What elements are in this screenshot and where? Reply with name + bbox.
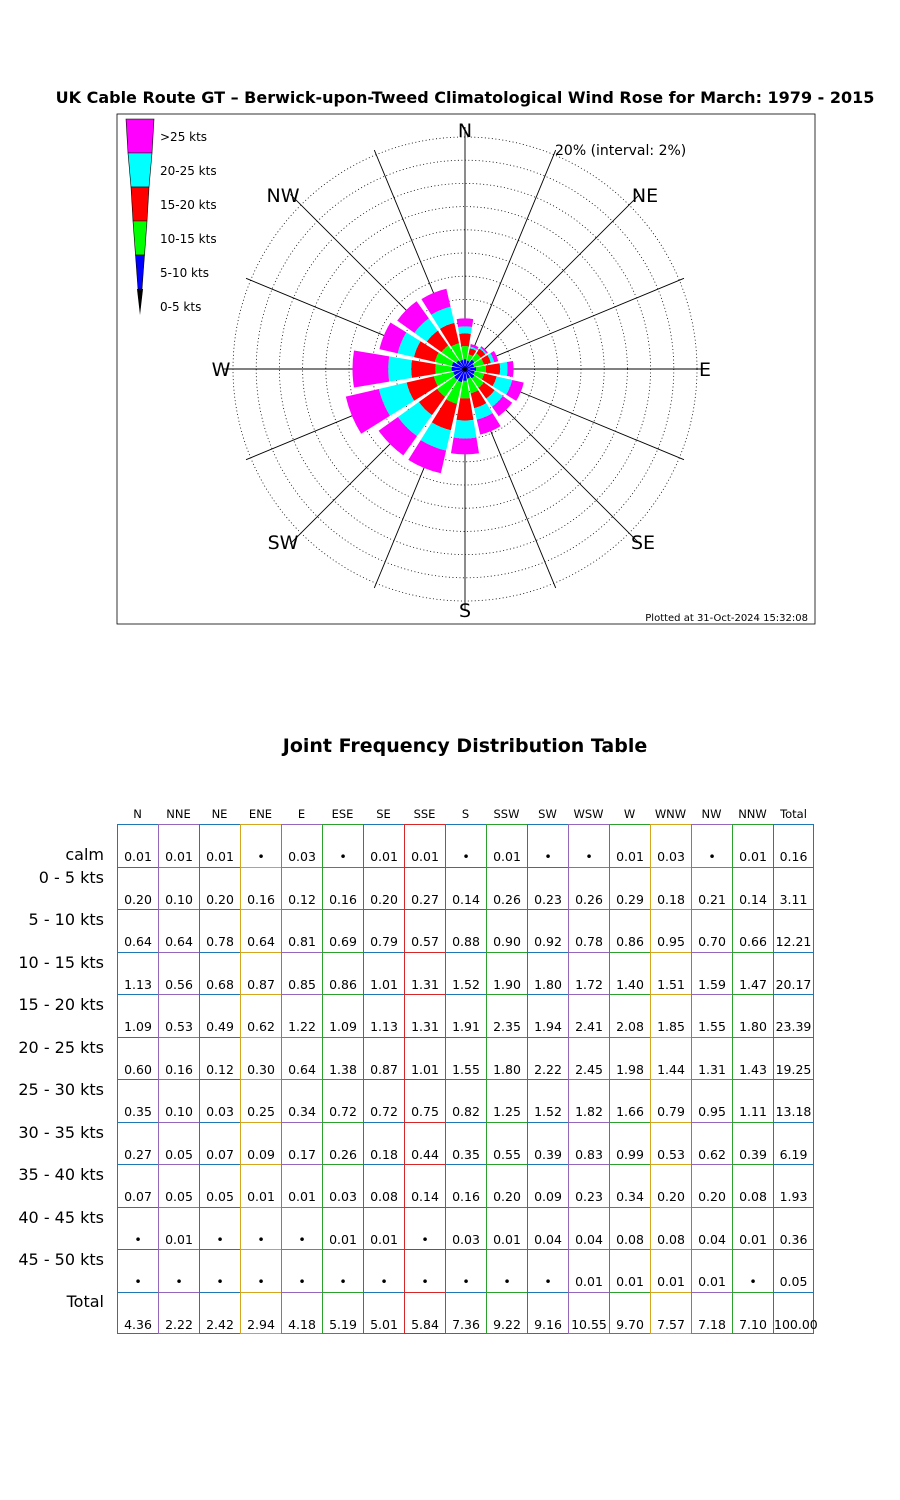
legend-label: 20-25 kts	[160, 164, 217, 178]
table-cell: 0.10	[158, 867, 199, 910]
table-cell: 9.22	[486, 1292, 527, 1335]
table-cell: 4.36	[117, 1292, 158, 1335]
table-cell: 0.17	[281, 1122, 322, 1165]
table-cell: •	[158, 1249, 199, 1292]
table-cell: 0.34	[609, 1164, 650, 1207]
row-label: Total	[66, 1291, 104, 1311]
table-cell: 0.04	[691, 1207, 732, 1250]
table-cell: 0.88	[445, 909, 486, 952]
table-cell: •	[691, 824, 732, 867]
table-cell: 0.90	[486, 909, 527, 952]
table-cell: 0.81	[281, 909, 322, 952]
column-header-sw: SW	[538, 807, 557, 821]
table-cell: 0.83	[568, 1122, 609, 1165]
table-cell: 1.80	[732, 994, 773, 1037]
table-cell: 0.16	[240, 867, 281, 910]
table-cell: 9.16	[527, 1292, 568, 1335]
table-cell: 0.09	[240, 1122, 281, 1165]
table-cell: 7.18	[691, 1292, 732, 1335]
wedge-s-6	[451, 438, 479, 455]
table-cell: 1.66	[609, 1079, 650, 1122]
table-cell: •	[445, 1249, 486, 1292]
table-cell: 0.03	[199, 1079, 240, 1122]
table-cell: 0.01	[732, 1207, 773, 1250]
table-cell: 2.45	[568, 1037, 609, 1080]
table-cell: 1.13	[363, 994, 404, 1037]
table-cell: 0.01	[117, 824, 158, 867]
table-cell: 0.12	[281, 867, 322, 910]
table-title: Joint Frequency Distribution Table	[282, 735, 648, 757]
table-cell: 1.31	[404, 952, 445, 995]
legend-label: 10-15 kts	[160, 232, 217, 246]
table-cell: •	[117, 1207, 158, 1250]
table-cell: 0.95	[691, 1079, 732, 1122]
table-cell: •	[363, 1249, 404, 1292]
table-cell: 0.82	[445, 1079, 486, 1122]
table-cell: 1.31	[404, 994, 445, 1037]
table-cell: 0.04	[527, 1207, 568, 1250]
row-label: 20 - 25 kts	[18, 1037, 104, 1057]
wedge-w-6	[352, 351, 389, 388]
table-cell: 10.55	[568, 1292, 609, 1335]
table-cell: 0.08	[609, 1207, 650, 1250]
table-cell: 0.05	[773, 1249, 814, 1292]
table-cell: 0.18	[363, 1122, 404, 1165]
table-cell: 1.22	[281, 994, 322, 1037]
table-cell: 0.27	[404, 867, 445, 910]
table-cell: 1.43	[732, 1037, 773, 1080]
column-header-se: SE	[376, 807, 391, 821]
table-cell: 0.39	[732, 1122, 773, 1165]
table-cell: 1.31	[691, 1037, 732, 1080]
table-cell: 1.85	[650, 994, 691, 1037]
column-header-s: S	[461, 807, 470, 821]
row-label: calm	[65, 845, 104, 864]
table-cell: 0.26	[322, 1122, 363, 1165]
table-cell: 0.07	[199, 1122, 240, 1165]
table-cell: 2.08	[609, 994, 650, 1037]
table-cell: 13.18	[773, 1079, 814, 1122]
table-cell: 0.07	[117, 1164, 158, 1207]
table-cell: 9.70	[609, 1292, 650, 1335]
table-cell: 2.22	[527, 1037, 568, 1080]
column-header-ssw: SSW	[493, 807, 520, 821]
column-header-sse: SSE	[413, 807, 436, 821]
table-cell: 0.55	[486, 1122, 527, 1165]
compass-label-n: N	[457, 120, 473, 142]
table-cell: 1.52	[527, 1079, 568, 1122]
table-cell: 0.56	[158, 952, 199, 995]
table-cell: 0.85	[281, 952, 322, 995]
table-cell: 0.49	[199, 994, 240, 1037]
wedge-n-4	[459, 333, 471, 346]
table-cell: 0.14	[732, 867, 773, 910]
compass-label-nw: NW	[266, 185, 300, 207]
table-cell: •	[281, 1207, 322, 1250]
table-cell: 0.20	[691, 1164, 732, 1207]
table-cell: 0.01	[691, 1249, 732, 1292]
table-cell: 0.95	[650, 909, 691, 952]
table-cell: 0.29	[609, 867, 650, 910]
table-cell: 0.16	[445, 1164, 486, 1207]
table-cell: 0.01	[486, 1207, 527, 1250]
table-cell: 0.35	[445, 1122, 486, 1165]
table-cell: 0.20	[486, 1164, 527, 1207]
table-cell: 0.69	[322, 909, 363, 952]
table-cell: 0.01	[322, 1207, 363, 1250]
table-cell: 0.01	[732, 824, 773, 867]
column-header-ese: ESE	[331, 807, 354, 821]
table-cell: 1.72	[568, 952, 609, 995]
table-cell: 0.16	[158, 1037, 199, 1080]
table-cell: 0.01	[281, 1164, 322, 1207]
table-cell: 0.01	[199, 824, 240, 867]
table-cell: 0.53	[158, 994, 199, 1037]
table-cell: •	[199, 1249, 240, 1292]
wedge-n-6	[457, 318, 474, 327]
row-label: 0 - 5 kts	[38, 867, 104, 887]
table-cell: 7.36	[445, 1292, 486, 1335]
table-cell: •	[404, 1207, 445, 1250]
table-cell: 0.01	[158, 1207, 199, 1250]
table-cell: 1.59	[691, 952, 732, 995]
table-cell: 0.01	[609, 824, 650, 867]
table-cell: 1.44	[650, 1037, 691, 1080]
table-cell: 0.01	[404, 824, 445, 867]
table-cell: 0.78	[568, 909, 609, 952]
table-cell: 2.42	[199, 1292, 240, 1335]
table-cell: 0.64	[240, 909, 281, 952]
table-cell: 1.91	[445, 994, 486, 1037]
table-cell: 0.78	[199, 909, 240, 952]
table-cell: 0.86	[322, 952, 363, 995]
table-cell: 0.01	[363, 1207, 404, 1250]
table-cell: 0.87	[363, 1037, 404, 1080]
table-cell: 0.72	[363, 1079, 404, 1122]
wedge-n-5	[458, 326, 472, 333]
plotted-timestamp: Plotted at 31-Oct-2024 15:32:08	[645, 613, 808, 624]
table-cell: •	[732, 1249, 773, 1292]
table-cell: 0.64	[117, 909, 158, 952]
row-label: 5 - 10 kts	[28, 910, 104, 929]
table-cell: 0.20	[650, 1164, 691, 1207]
table-cell: 0.08	[732, 1164, 773, 1207]
compass-label-ne: NE	[631, 185, 659, 207]
table-cell: 0.20	[199, 867, 240, 910]
table-cell: 1.55	[445, 1037, 486, 1080]
table-cell: 0.01	[609, 1249, 650, 1292]
table-cell: 0.01	[240, 1164, 281, 1207]
column-header-ene: ENE	[248, 807, 273, 821]
table-cell: 7.57	[650, 1292, 691, 1335]
table-cell: 0.79	[363, 909, 404, 952]
legend-swatch	[128, 153, 152, 187]
table-cell: 0.21	[691, 867, 732, 910]
table-cell: 1.51	[650, 952, 691, 995]
table-cell: 1.09	[322, 994, 363, 1037]
table-cell: 0.62	[691, 1122, 732, 1165]
column-header-total: Total	[780, 807, 807, 821]
wedge-e-5	[500, 362, 508, 376]
table-cell: 0.68	[199, 952, 240, 995]
table-cell: 0.12	[199, 1037, 240, 1080]
column-header-nw: NW	[701, 807, 722, 821]
table-cell: 0.08	[363, 1164, 404, 1207]
table-cell: 6.19	[773, 1122, 814, 1165]
table-cell: 0.34	[281, 1079, 322, 1122]
table-cell: •	[445, 824, 486, 867]
table-cell: 0.18	[650, 867, 691, 910]
table-cell: •	[568, 824, 609, 867]
table-cell: 0.05	[158, 1164, 199, 1207]
table-cell: •	[281, 1249, 322, 1292]
table-cell: 0.36	[773, 1207, 814, 1250]
table-cell: 100.00	[773, 1292, 814, 1335]
table-cell: 5.19	[322, 1292, 363, 1335]
compass-label-w: W	[211, 359, 231, 381]
legend-swatch	[133, 221, 147, 255]
row-label: 30 - 35 kts	[18, 1122, 104, 1142]
table-cell: 0.01	[486, 824, 527, 867]
table-cell: 1.11	[732, 1079, 773, 1122]
table-cell: •	[240, 1249, 281, 1292]
table-cell: 1.98	[609, 1037, 650, 1080]
table-cell: 0.20	[117, 867, 158, 910]
table-cell: 0.03	[281, 824, 322, 867]
table-cell: •	[322, 1249, 363, 1292]
table-cell: 0.14	[404, 1164, 445, 1207]
table-cell: •	[527, 1249, 568, 1292]
table-cell: 1.52	[445, 952, 486, 995]
column-header-wsw: WSW	[573, 807, 604, 821]
table-cell: 0.27	[117, 1122, 158, 1165]
table-cell: 2.22	[158, 1292, 199, 1335]
table-cell: 0.53	[650, 1122, 691, 1165]
table-cell: •	[404, 1249, 445, 1292]
table-cell: 0.14	[445, 867, 486, 910]
column-header-nnw: NNW	[738, 807, 767, 821]
table-cell: 0.03	[650, 824, 691, 867]
wedge-s-5	[454, 420, 477, 439]
legend-swatch	[131, 187, 149, 221]
table-cell: 0.70	[691, 909, 732, 952]
table-cell: 4.18	[281, 1292, 322, 1335]
compass-label-sw: SW	[267, 532, 299, 554]
table-cell: •	[199, 1207, 240, 1250]
table-cell: 0.66	[732, 909, 773, 952]
table-cell: 0.35	[117, 1079, 158, 1122]
table-cell: 0.26	[486, 867, 527, 910]
compass-label-se: SE	[630, 532, 656, 554]
row-label: 35 - 40 kts	[18, 1165, 104, 1184]
table-cell: 0.23	[527, 867, 568, 910]
compass-label-e: E	[698, 359, 712, 381]
table-cell: •	[486, 1249, 527, 1292]
table-cell: 0.09	[527, 1164, 568, 1207]
table-cell: •	[240, 824, 281, 867]
table-cell: 1.94	[527, 994, 568, 1037]
table-cell: 5.84	[404, 1292, 445, 1335]
table-cell: 0.25	[240, 1079, 281, 1122]
legend-label: 15-20 kts	[160, 198, 217, 212]
table-cell: 0.23	[568, 1164, 609, 1207]
table-cell: 12.21	[773, 909, 814, 952]
legend-label: 5-10 kts	[160, 266, 209, 280]
legend-label: >25 kts	[160, 130, 208, 144]
table-cell: 0.86	[609, 909, 650, 952]
table-cell: 5.01	[363, 1292, 404, 1335]
column-header-e: E	[297, 807, 306, 821]
table-cell: 1.47	[732, 952, 773, 995]
table-cell: 1.80	[527, 952, 568, 995]
legend-swatch	[126, 119, 154, 153]
table-cell: 0.01	[650, 1249, 691, 1292]
table-cell: •	[322, 824, 363, 867]
column-header-ne: NE	[211, 807, 228, 821]
table-cell: 1.80	[486, 1037, 527, 1080]
table-cell: 0.99	[609, 1122, 650, 1165]
table-cell: •	[527, 824, 568, 867]
row-label: 45 - 50 kts	[18, 1250, 104, 1269]
table-cell: 0.01	[568, 1249, 609, 1292]
table-cell: 0.03	[445, 1207, 486, 1250]
column-header-w: W	[623, 807, 636, 821]
table-cell: 19.25	[773, 1037, 814, 1080]
table-cell: 0.62	[240, 994, 281, 1037]
table-cell: 3.11	[773, 867, 814, 910]
table-cell: 23.39	[773, 994, 814, 1037]
table-cell: 0.01	[158, 824, 199, 867]
table-cell: 2.94	[240, 1292, 281, 1335]
table-cell: 7.10	[732, 1292, 773, 1335]
table-cell: 1.90	[486, 952, 527, 995]
table-cell: 0.16	[773, 824, 814, 867]
table-cell: 0.44	[404, 1122, 445, 1165]
column-header-n: N	[133, 807, 142, 821]
table-cell: 1.09	[117, 994, 158, 1037]
wedge-e-6	[507, 361, 514, 377]
table-cell: 20.17	[773, 952, 814, 995]
compass-label-s: S	[458, 600, 472, 622]
table-cell: 0.08	[650, 1207, 691, 1250]
table-cell: 1.82	[568, 1079, 609, 1122]
table-cell: 0.05	[199, 1164, 240, 1207]
table-cell: 0.20	[363, 867, 404, 910]
table-cell: 0.72	[322, 1079, 363, 1122]
table-cell: 0.26	[568, 867, 609, 910]
table-cell: 0.64	[158, 909, 199, 952]
column-header-nne: NNE	[166, 807, 191, 821]
column-header-wnw: WNW	[654, 807, 687, 821]
table-cell: 0.60	[117, 1037, 158, 1080]
table-cell: 1.25	[486, 1079, 527, 1122]
table-cell: 0.87	[240, 952, 281, 995]
row-label: 15 - 20 kts	[18, 995, 104, 1014]
table-cell: •	[117, 1249, 158, 1292]
table-cell: 0.92	[527, 909, 568, 952]
chart-title: UK Cable Route GT – Berwick-upon-Tweed Climatological Wind Rose for March: 1979 - 2015	[55, 88, 875, 107]
table-cell: 0.39	[527, 1122, 568, 1165]
wind-rose-chart	[0, 0, 900, 640]
table-cell: 1.55	[691, 994, 732, 1037]
table-cell: 0.16	[322, 867, 363, 910]
radial-scale-label: 20% (interval: 2%)	[555, 143, 687, 159]
table-cell: 0.01	[363, 824, 404, 867]
table-cell: 1.40	[609, 952, 650, 995]
table-cell: 0.79	[650, 1079, 691, 1122]
table-cell: 0.75	[404, 1079, 445, 1122]
table-cell: 2.35	[486, 994, 527, 1037]
table-cell: 1.13	[117, 952, 158, 995]
row-label: 10 - 15 kts	[18, 952, 104, 972]
table-cell: 0.64	[281, 1037, 322, 1080]
table-cell: 0.57	[404, 909, 445, 952]
wedge-w-5	[388, 356, 412, 381]
table-cell: 0.05	[158, 1122, 199, 1165]
legend-label: 0-5 kts	[160, 300, 202, 314]
table-cell: 1.01	[363, 952, 404, 995]
table-cell: 0.10	[158, 1079, 199, 1122]
table-cell: 0.30	[240, 1037, 281, 1080]
table-cell: 0.03	[322, 1164, 363, 1207]
table-cell: •	[240, 1207, 281, 1250]
table-cell: 1.93	[773, 1164, 814, 1207]
row-label: 40 - 45 kts	[18, 1207, 104, 1227]
row-label: 25 - 30 kts	[18, 1080, 104, 1099]
table-cell: 1.01	[404, 1037, 445, 1080]
table-cell: 1.38	[322, 1037, 363, 1080]
table-cell: 2.41	[568, 994, 609, 1037]
table-cell: 0.04	[568, 1207, 609, 1250]
